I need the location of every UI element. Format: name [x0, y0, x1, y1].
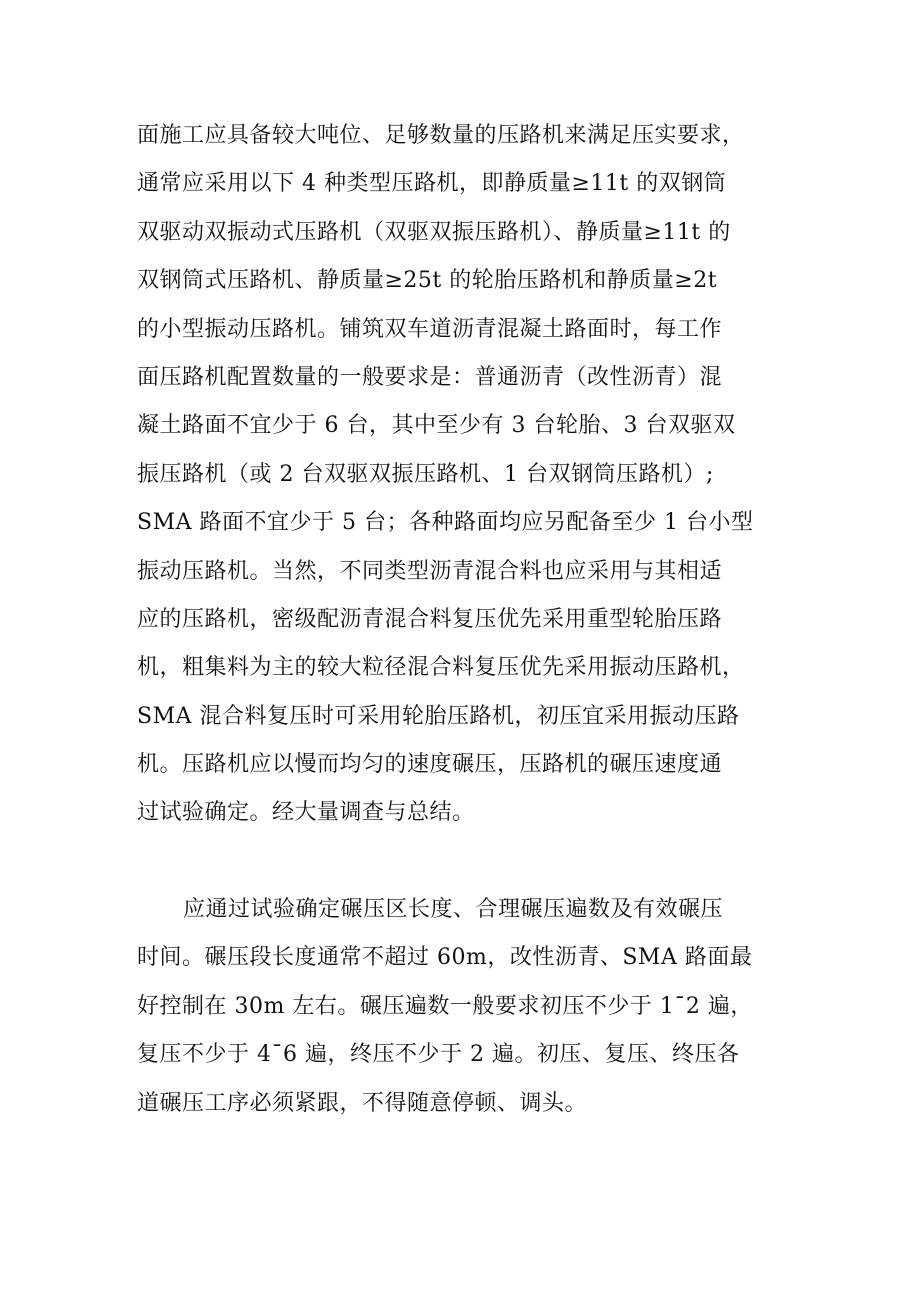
paragraph-roller-configuration — [137, 112, 797, 838]
text-line: 振动压路机。当然，不同类型沥青混合料也应采用与其相适 — [137, 558, 723, 584]
text-line: 机，粗集料为主的较大粒径混合料复压优先采用振动压路机， — [137, 655, 745, 681]
text-line: 应通过试验确定碾压区长度、合理碾压遍数及有效碾压 — [183, 897, 724, 922]
text-line: 面施工应具备较大吨位、足够数量的压路机来满足压实要求， — [137, 123, 745, 148]
text-line: 振压路机（或 2 台双驱双振压路机、1 台双钢筒压路机）; — [137, 461, 714, 487]
text-line: 的小型振动压路机。铺筑双车道沥青混凝土路面时，每工作 — [137, 316, 723, 342]
text-line: 道碾压工序必须紧跟，不得随意停顿、调头。 — [137, 1090, 588, 1116]
text-line: 双钢筒式压路机、静质量≥25t 的轮胎压路机和静质量≥2t — [137, 268, 718, 294]
text-line: 好控制在 30m 左右。碾压遍数一般要求初压不少于 1¯2 遍， — [137, 993, 753, 1019]
text-line: SMA 混合料复压时可采用轮胎压路机，初压宜采用振动压路 — [137, 703, 740, 729]
paragraph-compaction-procedure — [137, 886, 797, 1128]
text-line: 时间。碾压段长度通常不超过 60m，改性沥青、SMA 路面最 — [137, 945, 753, 971]
text-line: 凝土路面不宜少于 6 台，其中至少有 3 台轮胎、3 台双驱双 — [137, 413, 736, 439]
text-line: 复压不少于 4¯6 遍，终压不少于 2 遍。初压、复压、终压各 — [137, 1042, 740, 1068]
text-line: 双驱动双振动式压路机（双驱双振压路机）、静质量≥11t 的 — [137, 219, 731, 245]
text-line: 通常应采用以下 4 种类型压路机，即静质量≥11t 的双钢筒 — [137, 171, 727, 197]
text-line: 过试验确定。经大量调查与总结。 — [137, 800, 475, 826]
text-line: 应的压路机，密级配沥青混合料复压优先采用重型轮胎压路 — [137, 606, 723, 632]
text-line: 面压路机配置数量的一般要求是：普通沥青（改性沥青）混 — [137, 364, 723, 390]
text-line: SMA 路面不宜少于 5 台；各种路面均应另配备至少 1 台小型 — [137, 510, 754, 536]
text-line: 机。压路机应以慢而均匀的速度碾压，压路机的碾压速度通 — [137, 752, 723, 778]
